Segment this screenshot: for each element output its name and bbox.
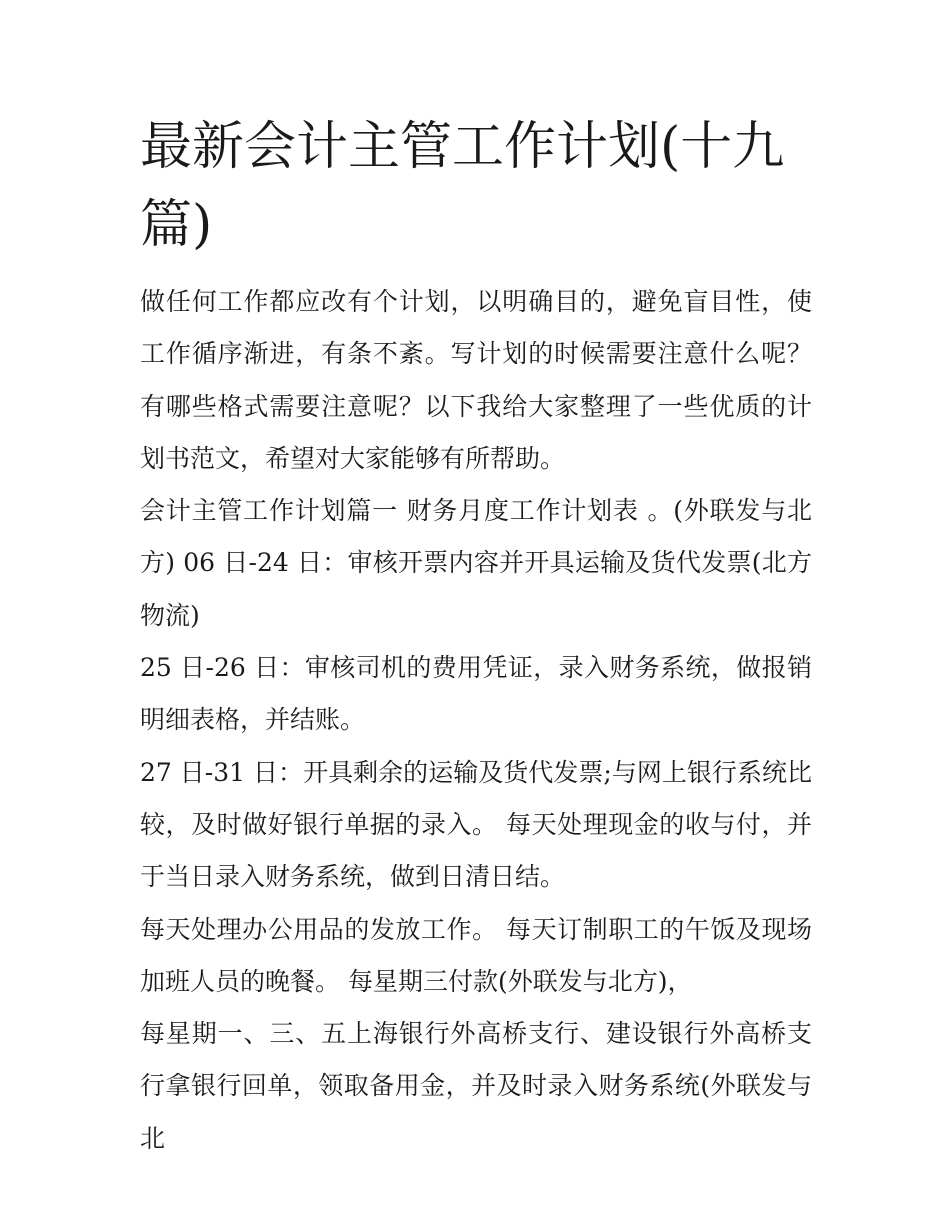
paragraph-days-27-31: 27 日-31 日：开具剩余的运输及货代发票;与网上银行系统比较，及时做好银行单据的录入。 每天处理现金的收与付，并于当日录入财务系统，做到日清日结。: [140, 757, 812, 892]
paragraph-daily-tasks: 每天处理办公用品的发放工作。 每天订制职工的午饭及现场加班人员的晚餐。 每星期三付款(外联发与北方)，: [140, 914, 812, 996]
document-title: 最新会计主管工作计划(十九篇): [140, 117, 785, 255]
paragraph-days-25-26: 25 日-26 日：审核司机的费用凭证，录入财务系统，做报销明细表格，并结账。: [140, 653, 812, 735]
paragraph-intro: 做任何工作都应改有个计划，以明确目的，避免盲目性，使工作循序渐进，有条不紊。写计划的时候需要注意什么呢？有哪些格式需要注意呢？以下我给大家整理了一些优质的计划书范文，希望对大家能够有所帮助。: [140, 287, 812, 473]
paragraph-plan-header: 会计主管工作计划篇一 财务月度工作计划表 。(外联发与北方) 06 日-24 日：审核开票内容并开具运输及货代发票(北方物流): [140, 496, 812, 630]
paragraph-weekly-bank: 每星期一、三、五上海银行外高桥支行、建设银行外高桥支行拿银行回单，领取备用金，并及时录入财务系统(外联发与北: [140, 1019, 812, 1153]
document-body: [140, 276, 812, 1165]
